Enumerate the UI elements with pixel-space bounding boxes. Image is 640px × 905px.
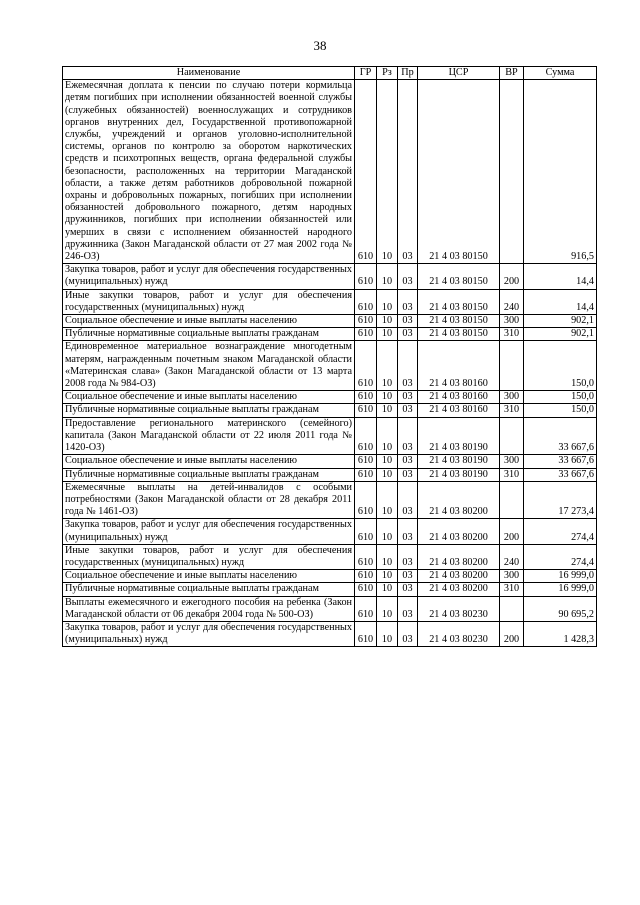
- cell-csr: 21 4 03 80160: [418, 341, 500, 391]
- cell-gr: 610: [355, 315, 377, 328]
- cell-csr: 21 4 03 80190: [418, 455, 500, 468]
- cell-pr: 03: [398, 544, 418, 569]
- cell-vr: [500, 417, 524, 455]
- table-row: [63, 328, 597, 341]
- cell-name: Публичные нормативные социальные выплаты гражданам: [63, 328, 355, 341]
- table-row: [63, 417, 597, 455]
- cell-name: Ежемесячные выплаты на детей-инвалидов с особыми потребностями (Закон Магаданской области от 28 декабря 2011 года № 1461-ОЗ): [63, 481, 355, 519]
- cell-csr: 21 4 03 80150: [418, 289, 500, 314]
- cell-vr: 300: [500, 391, 524, 404]
- cell-name: Публичные нормативные социальные выплаты гражданам: [63, 468, 355, 481]
- cell-sum: 33 667,6: [524, 455, 597, 468]
- cell-vr: 310: [500, 328, 524, 341]
- cell-csr: 21 4 03 80190: [418, 468, 500, 481]
- cell-name: Закупка товаров, работ и услуг для обеспечения государственных (муниципальных) нужд: [63, 264, 355, 289]
- cell-pr: 03: [398, 404, 418, 417]
- cell-rz: 10: [377, 315, 398, 328]
- cell-gr: 610: [355, 481, 377, 519]
- cell-gr: 610: [355, 289, 377, 314]
- cell-vr: [500, 481, 524, 519]
- cell-vr: 300: [500, 315, 524, 328]
- cell-sum: 902,1: [524, 315, 597, 328]
- cell-pr: 03: [398, 481, 418, 519]
- cell-vr: 300: [500, 455, 524, 468]
- cell-gr: 610: [355, 570, 377, 583]
- header-sum: Сумма: [524, 67, 597, 80]
- table-row: [63, 544, 597, 569]
- cell-sum: 916,5: [524, 80, 597, 264]
- cell-rz: 10: [377, 455, 398, 468]
- cell-pr: 03: [398, 391, 418, 404]
- header-name: Наименование: [63, 67, 355, 80]
- cell-name: Социальное обеспечение и иные выплаты населению: [63, 455, 355, 468]
- cell-gr: 610: [355, 341, 377, 391]
- cell-rz: 10: [377, 570, 398, 583]
- cell-rz: 10: [377, 264, 398, 289]
- cell-sum: 14,4: [524, 264, 597, 289]
- cell-pr: 03: [398, 341, 418, 391]
- table-row: [63, 264, 597, 289]
- header-vr: ВР: [500, 67, 524, 80]
- cell-sum: 17 273,4: [524, 481, 597, 519]
- header-rz: Рз: [377, 67, 398, 80]
- cell-vr: 310: [500, 404, 524, 417]
- cell-csr: 21 4 03 80150: [418, 328, 500, 341]
- cell-name: Предоставление регионального материнского (семейного) капитала (Закон Магаданской области от 22 июля 2011 года № 1420-ОЗ): [63, 417, 355, 455]
- cell-name: Иные закупки товаров, работ и услуг для обеспечения государственных (муниципальных) нужд: [63, 289, 355, 314]
- cell-gr: 610: [355, 391, 377, 404]
- cell-rz: 10: [377, 544, 398, 569]
- table-row: [63, 289, 597, 314]
- cell-gr: 610: [355, 328, 377, 341]
- cell-name: Закупка товаров, работ и услуг для обеспечения государственных (муниципальных) нужд: [63, 621, 355, 646]
- cell-sum: 16 999,0: [524, 583, 597, 596]
- cell-vr: [500, 80, 524, 264]
- cell-csr: 21 4 03 80150: [418, 80, 500, 264]
- cell-rz: 10: [377, 596, 398, 621]
- cell-rz: 10: [377, 289, 398, 314]
- cell-csr: 21 4 03 80150: [418, 315, 500, 328]
- table-header-row: [63, 67, 597, 80]
- cell-vr: 200: [500, 519, 524, 544]
- cell-gr: 610: [355, 264, 377, 289]
- cell-sum: 33 667,6: [524, 468, 597, 481]
- cell-pr: 03: [398, 417, 418, 455]
- cell-rz: 10: [377, 468, 398, 481]
- cell-csr: 21 4 03 80200: [418, 481, 500, 519]
- cell-gr: 610: [355, 404, 377, 417]
- table-row: [63, 570, 597, 583]
- header-gr: ГР: [355, 67, 377, 80]
- cell-vr: 200: [500, 621, 524, 646]
- cell-vr: 300: [500, 570, 524, 583]
- cell-pr: 03: [398, 570, 418, 583]
- table-row: [63, 481, 597, 519]
- budget-table: [62, 66, 597, 647]
- cell-name: Закупка товаров, работ и услуг для обеспечения государственных (муниципальных) нужд: [63, 519, 355, 544]
- cell-sum: 90 695,2: [524, 596, 597, 621]
- cell-sum: 1 428,3: [524, 621, 597, 646]
- cell-name: Социальное обеспечение и иные выплаты населению: [63, 315, 355, 328]
- cell-name: Иные закупки товаров, работ и услуг для обеспечения государственных (муниципальных) нужд: [63, 544, 355, 569]
- cell-vr: 200: [500, 264, 524, 289]
- cell-sum: 902,1: [524, 328, 597, 341]
- cell-vr: 310: [500, 468, 524, 481]
- cell-csr: 21 4 03 80160: [418, 391, 500, 404]
- cell-pr: 03: [398, 315, 418, 328]
- cell-vr: 310: [500, 583, 524, 596]
- cell-gr: 610: [355, 583, 377, 596]
- header-pr: Пр: [398, 67, 418, 80]
- cell-rz: 10: [377, 481, 398, 519]
- cell-rz: 10: [377, 519, 398, 544]
- cell-gr: 610: [355, 417, 377, 455]
- cell-pr: 03: [398, 264, 418, 289]
- cell-rz: 10: [377, 417, 398, 455]
- cell-gr: 610: [355, 468, 377, 481]
- table-row: [63, 596, 597, 621]
- page-number: 38: [313, 38, 327, 53]
- table-row: [63, 315, 597, 328]
- cell-csr: 21 4 03 80230: [418, 621, 500, 646]
- cell-name: Социальное обеспечение и иные выплаты населению: [63, 391, 355, 404]
- cell-pr: 03: [398, 80, 418, 264]
- cell-csr: 21 4 03 80200: [418, 570, 500, 583]
- cell-vr: 240: [500, 289, 524, 314]
- cell-name: Выплаты ежемесячного и ежегодного пособия на ребенка (Закон Магаданской области от 06 декабря 2004 года № 500-ОЗ): [63, 596, 355, 621]
- cell-sum: 274,4: [524, 544, 597, 569]
- cell-rz: 10: [377, 328, 398, 341]
- cell-csr: 21 4 03 80200: [418, 583, 500, 596]
- table-row: [63, 455, 597, 468]
- cell-vr: [500, 341, 524, 391]
- cell-sum: 150,0: [524, 404, 597, 417]
- cell-gr: 610: [355, 621, 377, 646]
- cell-pr: 03: [398, 621, 418, 646]
- cell-rz: 10: [377, 341, 398, 391]
- cell-gr: 610: [355, 455, 377, 468]
- cell-rz: 10: [377, 621, 398, 646]
- cell-pr: 03: [398, 289, 418, 314]
- table-row: [63, 468, 597, 481]
- cell-sum: 274,4: [524, 519, 597, 544]
- cell-sum: 33 667,6: [524, 417, 597, 455]
- cell-sum: 16 999,0: [524, 570, 597, 583]
- cell-csr: 21 4 03 80230: [418, 596, 500, 621]
- cell-rz: 10: [377, 583, 398, 596]
- cell-vr: 240: [500, 544, 524, 569]
- cell-rz: 10: [377, 404, 398, 417]
- cell-pr: 03: [398, 468, 418, 481]
- table-row: [63, 404, 597, 417]
- cell-name: Публичные нормативные социальные выплаты гражданам: [63, 583, 355, 596]
- table-row: [63, 391, 597, 404]
- table-row: [63, 80, 597, 264]
- cell-rz: 10: [377, 80, 398, 264]
- cell-pr: 03: [398, 328, 418, 341]
- cell-csr: 21 4 03 80200: [418, 544, 500, 569]
- table-row: [63, 341, 597, 391]
- cell-csr: 21 4 03 80160: [418, 404, 500, 417]
- cell-pr: 03: [398, 455, 418, 468]
- cell-gr: 610: [355, 80, 377, 264]
- table-row: [63, 583, 597, 596]
- cell-gr: 610: [355, 519, 377, 544]
- cell-pr: 03: [398, 596, 418, 621]
- cell-sum: 150,0: [524, 341, 597, 391]
- cell-name: Единовременное материальное вознаграждение многодетным матерям, награжденным почетным знаком Магаданской области «Материнская слава» (Закон Магаданской области от 13 марта 2008 года № 984-ОЗ): [63, 341, 355, 391]
- cell-sum: 150,0: [524, 391, 597, 404]
- cell-gr: 610: [355, 596, 377, 621]
- cell-pr: 03: [398, 583, 418, 596]
- cell-vr: [500, 596, 524, 621]
- cell-name: Социальное обеспечение и иные выплаты населению: [63, 570, 355, 583]
- header-csr: ЦСР: [418, 67, 500, 80]
- cell-csr: 21 4 03 80190: [418, 417, 500, 455]
- cell-rz: 10: [377, 391, 398, 404]
- cell-csr: 21 4 03 80200: [418, 519, 500, 544]
- table-row: [63, 621, 597, 646]
- table-row: [63, 519, 597, 544]
- cell-gr: 610: [355, 544, 377, 569]
- cell-csr: 21 4 03 80150: [418, 264, 500, 289]
- cell-name: Ежемесячная доплата к пенсии по случаю потери кормильца детям погибших при исполнении обязанностей военной службы (служебных обязанностей) военнослужащих и сотрудников органов внутренних дел, Государственной противопожарной службы, учреждений и органов уголовно-исполнительной системы, органов по контролю за оборотом наркотических средств и психотропных веществ, органа федеральной службы безопасности, расположенных на территории Магаданской области, а также детям работников добровольной пожарной охраны и добровольных пожарных, погибших при исполнении обязанностей добровольного пожарного, детям народных дружинников, погибших при исполнении обязанностей или умерших в связи с исполнением обязанностей народного дружинника (Закон Магаданской области от 27 мая 2002 года № 246-ОЗ): [63, 80, 355, 264]
- cell-pr: 03: [398, 519, 418, 544]
- cell-sum: 14,4: [524, 289, 597, 314]
- cell-name: Публичные нормативные социальные выплаты гражданам: [63, 404, 355, 417]
